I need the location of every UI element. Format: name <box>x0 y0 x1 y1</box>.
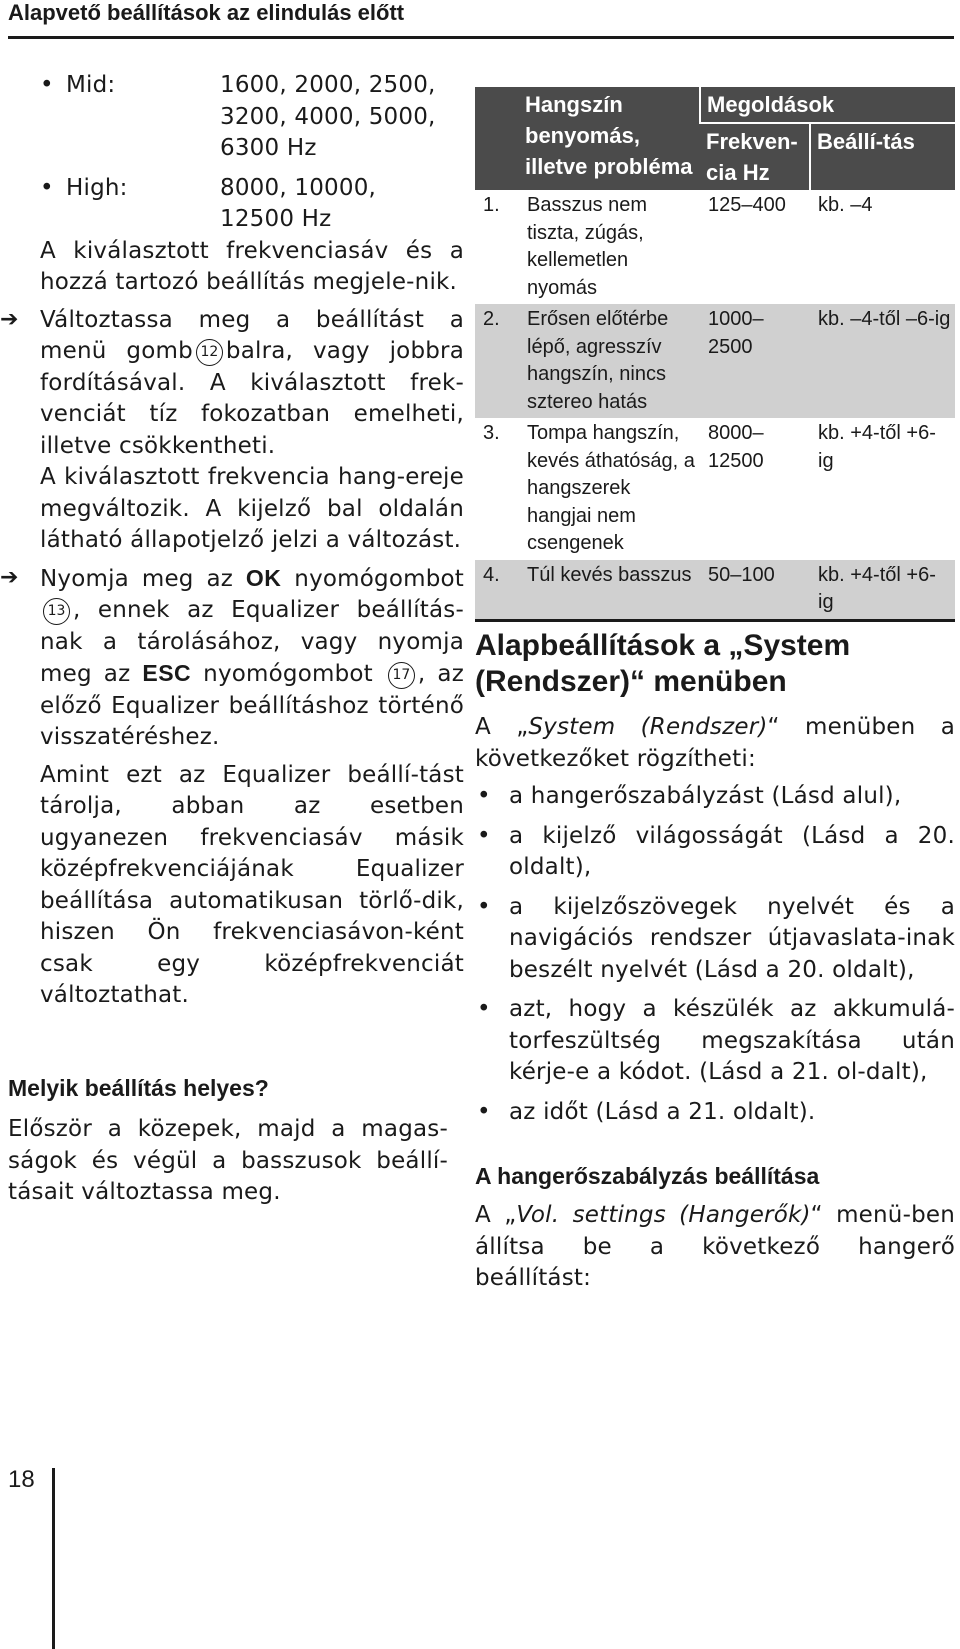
page-header-title: Alapvető beállítások az elindulás előtt <box>8 0 405 25</box>
arrow-right-icon: ➔ <box>0 306 19 332</box>
esc-button-label: ESC <box>142 660 192 686</box>
row-problem: Túl kevés basszus <box>519 560 700 621</box>
row-setting: kb. +4-től +6-ig <box>810 418 955 560</box>
table-row <box>475 304 955 418</box>
esc-callout-icon: 17 <box>388 662 415 689</box>
equalizer-solutions-table <box>475 87 955 622</box>
ok-callout-icon: 13 <box>43 598 70 625</box>
volume-intro-text: A „Vol. settings (Hangerők)“ menü-ben állítsa be a következő hangerő beállítást: <box>475 1202 955 1291</box>
list-item: • a kijelző világosságát (Lásd a 20. oldalt), <box>477 822 955 880</box>
row-number: 2. <box>475 304 519 418</box>
instruction-step-adjust <box>0 305 465 557</box>
band-label: Mid: <box>66 72 116 98</box>
band-info-text: A kiválasztott frekvenciasáv és a hozzá tartozó beállítás megjele-nik. <box>40 237 464 295</box>
band-values <box>220 173 464 236</box>
table-header-problem: Hangszín benyomás, illetve probléma <box>475 87 700 190</box>
step-text-secondary: Amint ezt az Equalizer beállí-tást tárolja, abban az esetben ugyanezen frekvenciasáv másik középfrekvenciájának Equalizer beállítása automatikusan törlő-dik, hiszen Ön frekvenciasávon-ként csak egy középfrekvenciát változtathat. <box>40 761 464 1008</box>
list-item: • azt, hogy a készülék az akkumulá-torfeszültség megszakítása után kérje-e a kódot. (Lásd a 21. ol-dalt), <box>477 996 955 1085</box>
band-values <box>220 70 464 165</box>
system-options-list <box>475 781 955 1128</box>
page-header <box>8 0 954 39</box>
row-frequency: 50–100 <box>700 560 810 621</box>
row-frequency: 1000–2500 <box>700 304 810 418</box>
band-value-line: 8000, 10000, <box>220 174 377 201</box>
row-setting: kb. –4 <box>810 190 955 304</box>
step-text-secondary: A kiválasztott frekvencia hang-ereje megváltozik. A kijelző bal oldalán látható állapotjelző jelzi a változást. <box>40 464 464 553</box>
table-row <box>475 190 955 304</box>
step-text: Nyomja meg az OK nyomógombot 13 , ennek az Equalizer beállítás-nak a tárolásához, vagy nyomja meg az ESC nyomógombot 17 , az előző Equalizer beállításhoz történő visszatéréshez. <box>40 564 464 750</box>
system-menu-name: System (Rendszer) <box>528 714 768 740</box>
footer-divider <box>52 1468 55 1649</box>
table-row <box>475 418 955 560</box>
band-value-line: 3200, 4000, 5000, <box>220 103 436 130</box>
which-setting-section <box>8 1074 448 1209</box>
row-number: 3. <box>475 418 519 560</box>
row-problem: Erősen előtérbe lépő, agresszív hangszín, nincs sztereo hatás <box>519 304 700 418</box>
row-setting: kb. –4-től –6-ig <box>810 304 955 418</box>
volume-section-heading: A hangerőszabályzás beállítása <box>475 1163 820 1189</box>
list-item: • az időt (Lásd a 21. oldalt). <box>477 1098 816 1125</box>
table-header-frequency: Frekven-cia Hz <box>700 123 810 190</box>
which-setting-heading: Melyik beállítás helyes? <box>8 1075 269 1101</box>
table-header-solutions: Megoldások <box>700 87 955 123</box>
bullet-dot: • <box>40 72 54 98</box>
table-row <box>475 560 955 621</box>
band-value-line: 1600, 2000, 2500, <box>220 72 436 98</box>
system-section-heading-line2: (Rendszer)“ menüben <box>475 665 787 698</box>
system-intro-text: A „System (Rendszer)“ menüben a következőket rögzítheti: <box>475 714 955 772</box>
instruction-step-save <box>0 563 464 1012</box>
step-text: Változtassa meg a beállítást a menü gomb 12 balra, vagy jobbra fordításával. A kiválasztott frek-venciát tíz fokozatban emelheti, illetve csökkentheti. <box>40 306 465 459</box>
system-section-heading: Alapbeállítások a „System <box>475 629 851 662</box>
row-setting: kb. +4-től +6-ig <box>810 560 955 621</box>
row-frequency: 8000–12500 <box>700 418 810 560</box>
band-item-high <box>40 173 464 236</box>
row-problem: Tompa hangszín, kevés áthatóság, a hangszerek hangjai nem csengenek <box>519 418 700 560</box>
band-label: High: <box>66 174 128 201</box>
band-item-mid <box>40 70 464 165</box>
left-column <box>0 70 465 1012</box>
bullet-dot: • <box>40 174 54 201</box>
knob-callout-icon: 12 <box>196 339 223 366</box>
row-frequency: 125–400 <box>700 190 810 304</box>
row-number: 1. <box>475 190 519 304</box>
page-number: 18 <box>8 1466 35 1493</box>
list-item: • a hangerőszabályzást (Lásd alul), <box>477 783 902 809</box>
which-setting-text: Először a közepek, majd a magas-ságok és végül a basszusok beállí-tásait változtassa meg. <box>8 1116 448 1205</box>
band-value-line: 6300 Hz <box>220 135 317 161</box>
arrow-right-icon: ➔ <box>0 564 19 590</box>
band-value-line: 12500 Hz <box>220 206 332 232</box>
volume-menu-name: Vol. settings (Hangerők) <box>516 1202 811 1228</box>
ok-button-label: OK <box>245 564 282 591</box>
right-column <box>475 628 955 1295</box>
row-number: 4. <box>475 560 519 621</box>
list-item: • a kijelzőszövegek nyelvét és a navigációs rendszer útjavaslata-inak beszélt nyelvét (Lásd a 20. oldalt), <box>477 893 955 983</box>
row-problem: Basszus nem tiszta, zúgás, kellemetlen nyomás <box>519 190 700 304</box>
table-header-setting: Beállí-tás <box>810 123 955 190</box>
